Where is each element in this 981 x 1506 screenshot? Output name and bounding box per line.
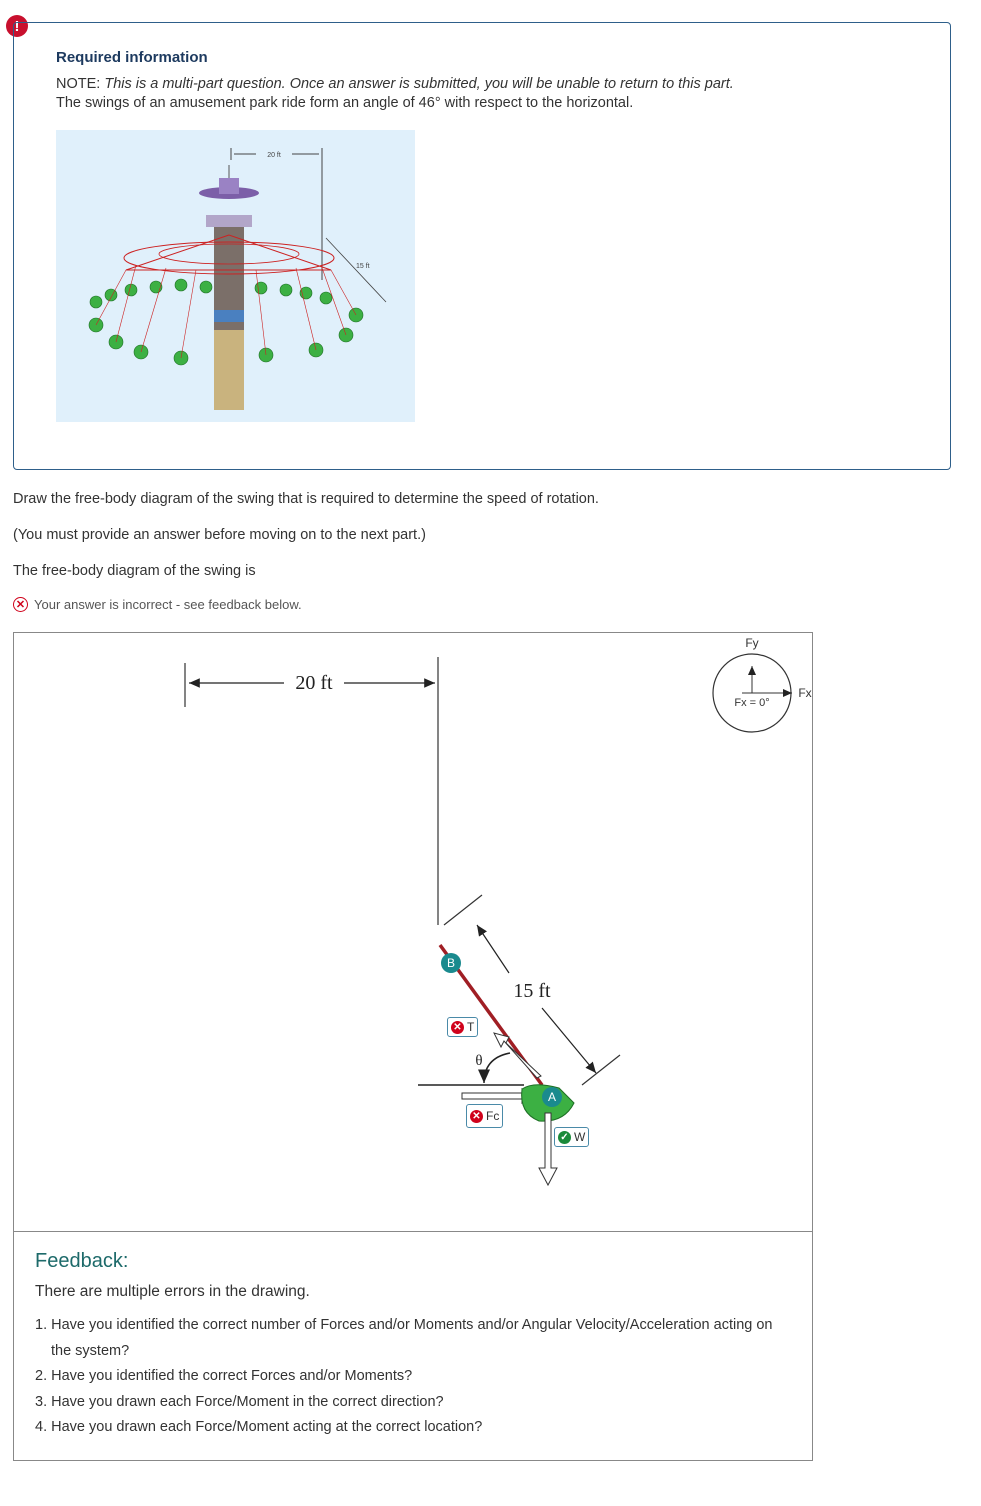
correct-icon: ✓ xyxy=(558,1131,571,1144)
feedback-panel xyxy=(13,1231,813,1461)
feedback-item: 1. Have you identified the correct number of Forces and/or Moments and/or Angular Velocity/Acceleration acting on the system? xyxy=(35,1317,773,1359)
required-information-title: Required information xyxy=(56,49,208,66)
feedback-intro: There are multiple errors in the drawing. xyxy=(35,1283,310,1300)
incorrect-icon: ✕ xyxy=(451,1021,464,1034)
answer-status xyxy=(13,597,302,612)
weight-vector[interactable] xyxy=(539,1113,557,1185)
note-body: This is a multi-part question. Once an answer is submitted, you will be unable to return to this part. xyxy=(104,76,734,92)
question-lead: The free-body diagram of the swing is xyxy=(13,563,256,579)
theta-label: θ xyxy=(475,1053,483,1069)
figure-dim-15ft: 15 ft xyxy=(356,263,370,270)
vector-label-fc[interactable] xyxy=(466,1104,503,1128)
incorrect-icon: ✕ xyxy=(13,597,28,612)
note-label: NOTE: xyxy=(56,76,101,92)
dim-20ft-label: 20 ft xyxy=(295,672,333,694)
required-information-panel xyxy=(13,22,951,470)
point-a-marker[interactable]: A xyxy=(542,1087,562,1107)
vector-label-text: T xyxy=(467,1020,475,1034)
point-b-marker[interactable]: B xyxy=(441,953,461,973)
feedback-item: 2. Have you identified the correct Forces and/or Moments? xyxy=(35,1368,413,1384)
ride-figure xyxy=(56,130,415,422)
question-requirement: (You must provide an answer before moving on to the next part.) xyxy=(13,527,426,543)
vector-label-t[interactable] xyxy=(447,1017,478,1037)
feedback-title: Feedback: xyxy=(35,1250,129,1272)
compass-fx-label: Fx xyxy=(798,686,812,700)
feedback-item: 4. Have you drawn each Force/Moment acting at the correct location? xyxy=(35,1419,483,1435)
fbd-drawing-canvas[interactable] xyxy=(13,632,813,1232)
incorrect-icon: ✕ xyxy=(470,1110,483,1123)
alert-icon: ! xyxy=(6,15,28,37)
vector-label-w[interactable] xyxy=(554,1127,589,1147)
compass-fy-label: Fy xyxy=(745,636,759,650)
vector-label-text: Fc xyxy=(486,1109,500,1123)
vector-label-text: W xyxy=(574,1130,586,1144)
feedback-list xyxy=(35,1313,795,1441)
question-prompt: Draw the free-body diagram of the swing that is required to determine the speed of rotation. xyxy=(13,491,599,507)
figure-dim-20ft: 20 ft xyxy=(267,152,281,159)
feedback-item: 3. Have you drawn each Force/Moment in the correct direction? xyxy=(35,1393,444,1410)
problem-statement: The swings of an amusement park ride form an angle of 46° with respect to the horizontal. xyxy=(56,95,634,111)
answer-status-text: Your answer is incorrect - see feedback below. xyxy=(34,597,302,612)
compass-readout: Fx = 0° xyxy=(734,697,770,709)
centripetal-force-vector[interactable] xyxy=(462,1089,530,1103)
dim-15ft-label: 15 ft xyxy=(513,980,551,1002)
note-text xyxy=(56,76,734,92)
